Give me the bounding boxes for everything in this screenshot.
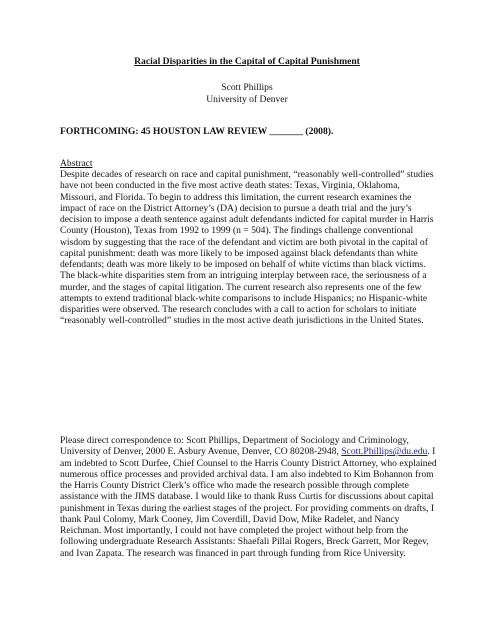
- correspondence-text-start: Please direct correspondence to: Scott Phillips, Department of Sociology and Criminology, University of Denver, 2000 E. Asbury Avenue, Denver, CO 80208-2948,: [60, 435, 409, 458]
- correspondence-text-end: . I am indebted to Scott Durfee, Chief Counsel to the Harris County District Attorney, who explained numerous office processes and provided archival data. I am also indebted to Kim Bohannon from the Harris County District Clerk’s office who made the research possible through complete assistance with the JIMS database. I would like to thank Russ Curtis for discussions about capital punishment in Texas during the earliest stages of the project. For providing comments on drafts, I thank Paul Colomy, Mark Cooney, Jim Coverdill, David Dow, Mike Radelet, and Nancy Reichman. Most importantly, I could not have completed the project without help from the following undergraduate Research Assistants: Shaefali Pillai Rogers, Breck Garrett, Mor Regev, and Ivan Zapata. The research was financed in part through funding from Rice University.: [60, 446, 437, 559]
- abstract-heading: Abstract: [60, 158, 93, 169]
- author-name: Scott Phillips: [221, 82, 273, 93]
- author-email-link[interactable]: Scott.Phillips@du.edu: [341, 446, 428, 458]
- correspondence-footnote: [60, 435, 440, 559]
- publication-note: FORTHCOMING: 45 HOUSTON LAW REVIEW _______ (2008).: [60, 126, 334, 137]
- author-affiliation: University of Denver: [206, 94, 288, 105]
- paper-title: Racial Disparities in the Capital of Capital Punishment: [134, 56, 360, 67]
- abstract-text: Despite decades of research on race and capital punishment, “reasonably well-controlled” studies have not been conducted in the five most active death states: Texas, Virginia, Oklahoma, Missouri, and Florida. To begin to address this limitation, the current research examines the impact of race on the District Attorney’s (DA) decision to pursue a death trial and the jury’s decision to impose a death sentence against adult defendants indicted for capital murder in Harris County (Houston), Texas from 1992 to 1999 (n = 504). The findings challenge conventional wisdom by suggesting that the race of the defendant and victim are both pivotal in the capital of capital punishment: death was more likely to be imposed against black defendants than white defendants; death was more likely to be imposed on behalf of white victims than black victims. The black-white disparities stem from an intriguing interplay between race, the seriousness of a murder, and the stages of capital litigation. The current research also represents one of the few attempts to extend traditional black-white comparisons to include Hispanics; no Hispanic-white disparities were observed. The research concludes with a call to action for scholars to initiate “reasonably well-controlled” studies in the most active death jurisdictions in the United States.: [60, 169, 434, 327]
- author-block: [0, 82, 494, 106]
